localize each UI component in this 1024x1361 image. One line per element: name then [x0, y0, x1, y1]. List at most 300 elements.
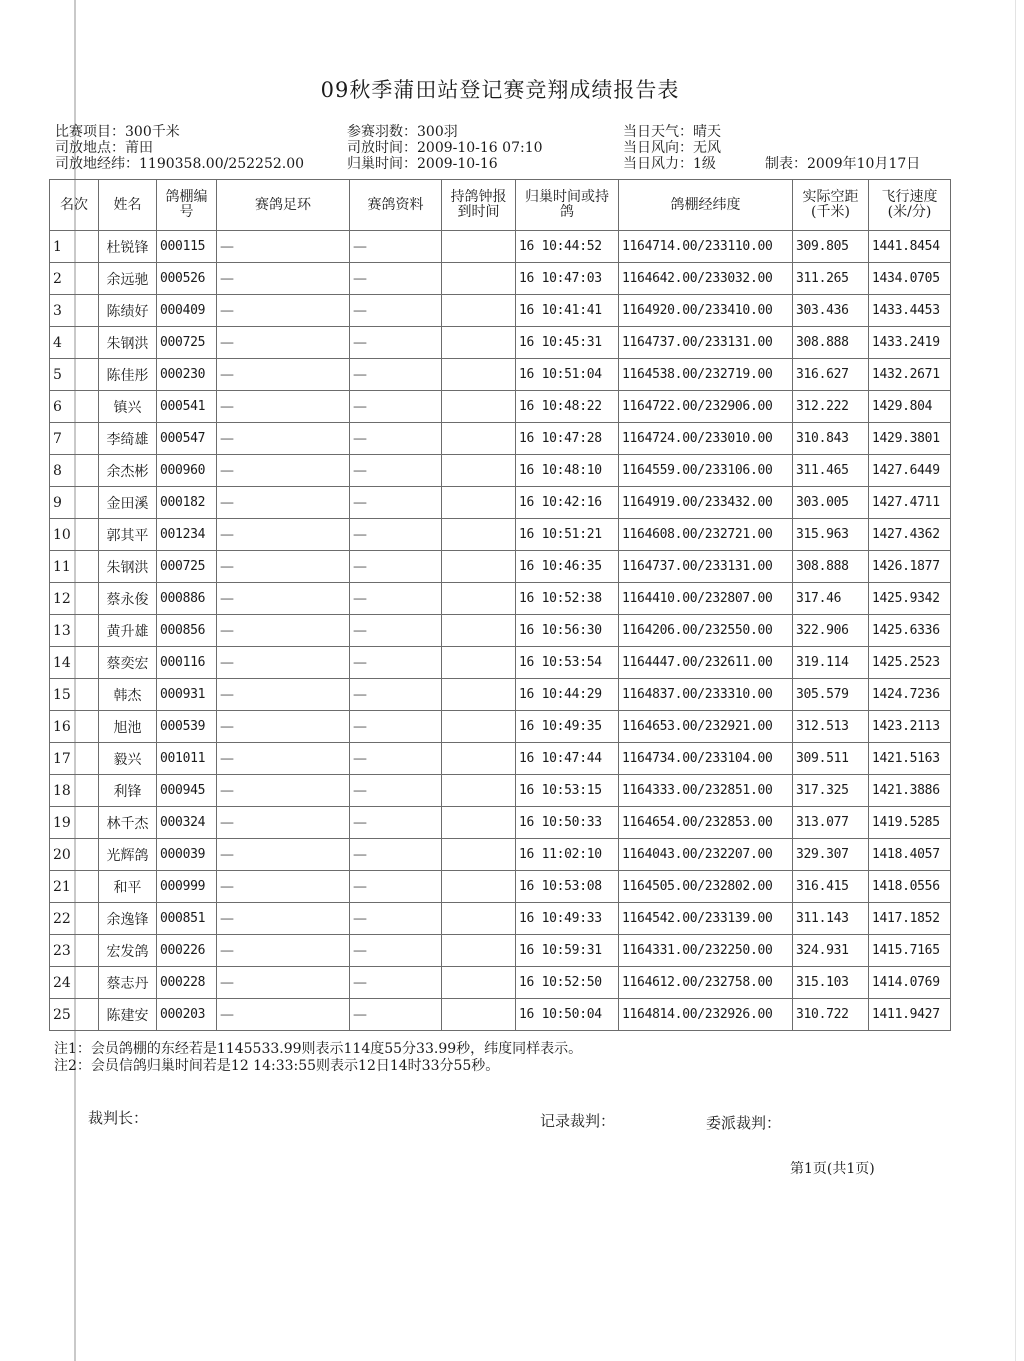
meta-release-location: 司放地点：莆田 — [55, 140, 153, 156]
cell-name: 蔡志丹 — [99, 967, 157, 999]
cell-rank: 10 — [50, 519, 99, 551]
page-number: 第1页(共1页) — [790, 1161, 875, 1177]
cell-pigeon-info: — — [350, 903, 442, 935]
cell-clock-time — [442, 967, 516, 999]
cell-arrival-time: 16 10:44:52 — [516, 231, 619, 263]
cell-ring: — — [217, 711, 350, 743]
cell-rank: 22 — [50, 903, 99, 935]
results-table-container — [49, 179, 950, 1031]
cell-loft-number: 000547 — [157, 423, 217, 455]
meta-weather: 当日天气：晴天 — [623, 124, 721, 140]
cell-pigeon-info: — — [350, 519, 442, 551]
cell-loft-number: 000226 — [157, 935, 217, 967]
cell-loft-number: 000960 — [157, 455, 217, 487]
meta-entries: 参赛羽数：300羽 — [347, 124, 458, 140]
cell-name: 宏发鸽 — [99, 935, 157, 967]
cell-clock-time — [442, 583, 516, 615]
cell-pigeon-info: — — [350, 967, 442, 999]
chief-judge-label: 裁判长： — [88, 1109, 149, 1127]
cell-name: 和平 — [99, 871, 157, 903]
cell-distance: 311.143 — [793, 903, 869, 935]
table-row — [50, 807, 951, 839]
meta-wind-force: 当日风力：1级 — [623, 156, 716, 172]
cell-distance: 312.513 — [793, 711, 869, 743]
cell-arrival-time: 16 11:02:10 — [516, 839, 619, 871]
delegate-judge-label: 委派裁判： — [706, 1114, 782, 1132]
cell-rank: 2 — [50, 263, 99, 295]
cell-clock-time — [442, 775, 516, 807]
cell-clock-time — [442, 391, 516, 423]
cell-loft-number: 000409 — [157, 295, 217, 327]
cell-coords: 1164737.00/233131.00 — [619, 327, 793, 359]
table-row — [50, 775, 951, 807]
cell-name: 蔡永俊 — [99, 583, 157, 615]
cell-pigeon-info: — — [350, 935, 442, 967]
cell-loft-number: 000999 — [157, 871, 217, 903]
header-rank: 名次 — [50, 180, 99, 231]
cell-rank: 11 — [50, 551, 99, 583]
cell-arrival-time: 16 10:50:04 — [516, 999, 619, 1031]
cell-name: 余杰彬 — [99, 455, 157, 487]
cell-speed: 1441.8454 — [869, 231, 951, 263]
cell-rank: 5 — [50, 359, 99, 391]
cell-clock-time — [442, 519, 516, 551]
cell-pigeon-info: — — [350, 359, 442, 391]
cell-coords: 1164737.00/233131.00 — [619, 551, 793, 583]
table-row — [50, 871, 951, 903]
cell-pigeon-info: — — [350, 647, 442, 679]
cell-coords: 1164043.00/232207.00 — [619, 839, 793, 871]
cell-ring: — — [217, 263, 350, 295]
cell-clock-time — [442, 327, 516, 359]
cell-arrival-time: 16 10:53:54 — [516, 647, 619, 679]
cell-pigeon-info: — — [350, 263, 442, 295]
cell-coords: 1164447.00/232611.00 — [619, 647, 793, 679]
cell-pigeon-info: — — [350, 839, 442, 871]
cell-speed: 1425.6336 — [869, 615, 951, 647]
cell-clock-time — [442, 711, 516, 743]
cell-rank: 21 — [50, 871, 99, 903]
cell-name: 朱钢洪 — [99, 327, 157, 359]
cell-pigeon-info: — — [350, 583, 442, 615]
cell-distance: 312.222 — [793, 391, 869, 423]
cell-clock-time — [442, 231, 516, 263]
table-row — [50, 359, 951, 391]
cell-coords: 1164206.00/232550.00 — [619, 615, 793, 647]
cell-name: 林千杰 — [99, 807, 157, 839]
cell-loft-number: 000541 — [157, 391, 217, 423]
cell-clock-time — [442, 743, 516, 775]
cell-loft-number: 000886 — [157, 583, 217, 615]
cell-ring: — — [217, 679, 350, 711]
cell-arrival-time: 16 10:49:33 — [516, 903, 619, 935]
cell-pigeon-info: — — [350, 743, 442, 775]
cell-name: 杜锐锋 — [99, 231, 157, 263]
cell-clock-time — [442, 903, 516, 935]
cell-rank: 23 — [50, 935, 99, 967]
cell-coords: 1164331.00/232250.00 — [619, 935, 793, 967]
cell-clock-time — [442, 935, 516, 967]
cell-arrival-time: 16 10:45:31 — [516, 327, 619, 359]
cell-speed: 1427.4711 — [869, 487, 951, 519]
cell-speed: 1415.7165 — [869, 935, 951, 967]
cell-arrival-time: 16 10:48:10 — [516, 455, 619, 487]
header-ring: 赛鸽足环 — [217, 180, 350, 231]
cell-ring: — — [217, 935, 350, 967]
cell-arrival-time: 16 10:48:22 — [516, 391, 619, 423]
cell-clock-time — [442, 455, 516, 487]
cell-distance: 305.579 — [793, 679, 869, 711]
cell-rank: 12 — [50, 583, 99, 615]
cell-ring: — — [217, 551, 350, 583]
note-2: 注2：会员信鸽归巢时间若是12 14:33:55则表示12日14时33分55秒。 — [54, 1058, 500, 1074]
cell-distance: 309.511 — [793, 743, 869, 775]
cell-rank: 6 — [50, 391, 99, 423]
cell-coords: 1164724.00/233010.00 — [619, 423, 793, 455]
cell-pigeon-info: — — [350, 679, 442, 711]
cell-clock-time — [442, 839, 516, 871]
cell-distance: 303.005 — [793, 487, 869, 519]
table-row — [50, 455, 951, 487]
cell-distance: 317.325 — [793, 775, 869, 807]
cell-ring: — — [217, 391, 350, 423]
cell-coords: 1164814.00/232926.00 — [619, 999, 793, 1031]
table-row — [50, 295, 951, 327]
cell-ring: — — [217, 327, 350, 359]
cell-speed: 1427.4362 — [869, 519, 951, 551]
cell-rank: 14 — [50, 647, 99, 679]
cell-loft-number: 000182 — [157, 487, 217, 519]
cell-rank: 25 — [50, 999, 99, 1031]
header-arrival-time: 归巢时间或持鸽 — [516, 180, 619, 231]
cell-pigeon-info: — — [350, 455, 442, 487]
cell-loft-number: 000039 — [157, 839, 217, 871]
cell-distance: 322.906 — [793, 615, 869, 647]
table-row — [50, 263, 951, 295]
cell-coords: 1164722.00/232906.00 — [619, 391, 793, 423]
cell-arrival-time: 16 10:47:28 — [516, 423, 619, 455]
table-header-row — [50, 180, 951, 231]
table-row — [50, 935, 951, 967]
cell-coords: 1164642.00/233032.00 — [619, 263, 793, 295]
cell-rank: 3 — [50, 295, 99, 327]
cell-coords: 1164837.00/233310.00 — [619, 679, 793, 711]
cell-loft-number: 000856 — [157, 615, 217, 647]
cell-arrival-time: 16 10:46:35 — [516, 551, 619, 583]
cell-pigeon-info: — — [350, 327, 442, 359]
cell-pigeon-info: — — [350, 999, 442, 1031]
cell-loft-number: 000931 — [157, 679, 217, 711]
table-row — [50, 967, 951, 999]
table-row — [50, 391, 951, 423]
results-table — [49, 179, 951, 1031]
cell-distance: 303.436 — [793, 295, 869, 327]
cell-name: 郭其平 — [99, 519, 157, 551]
cell-distance: 315.963 — [793, 519, 869, 551]
cell-rank: 4 — [50, 327, 99, 359]
cell-loft-number: 000115 — [157, 231, 217, 263]
cell-name: 黄升雄 — [99, 615, 157, 647]
cell-clock-time — [442, 999, 516, 1031]
header-distance: 实际空距(千米) — [793, 180, 869, 231]
cell-pigeon-info: — — [350, 775, 442, 807]
cell-pigeon-info: — — [350, 231, 442, 263]
meta-release-coords: 司放地经纬：1190358.00/252252.00 — [55, 156, 305, 172]
table-row — [50, 583, 951, 615]
cell-pigeon-info: — — [350, 711, 442, 743]
cell-clock-time — [442, 807, 516, 839]
cell-ring: — — [217, 647, 350, 679]
table-row — [50, 487, 951, 519]
table-row — [50, 999, 951, 1031]
cell-clock-time — [442, 551, 516, 583]
cell-ring: — — [217, 231, 350, 263]
results-body — [50, 231, 951, 1031]
cell-name: 李绮雄 — [99, 423, 157, 455]
recorder-judge-label: 记录裁判： — [540, 1112, 616, 1130]
cell-arrival-time: 16 10:53:08 — [516, 871, 619, 903]
cell-speed: 1421.3886 — [869, 775, 951, 807]
cell-coords: 1164559.00/233106.00 — [619, 455, 793, 487]
cell-speed: 1417.1852 — [869, 903, 951, 935]
table-row — [50, 743, 951, 775]
cell-coords: 1164920.00/233410.00 — [619, 295, 793, 327]
cell-speed: 1421.5163 — [869, 743, 951, 775]
cell-pigeon-info: — — [350, 487, 442, 519]
cell-distance: 309.805 — [793, 231, 869, 263]
cell-distance: 310.722 — [793, 999, 869, 1031]
cell-name: 陈建安 — [99, 999, 157, 1031]
cell-clock-time — [442, 647, 516, 679]
cell-name: 余远驰 — [99, 263, 157, 295]
table-row — [50, 903, 951, 935]
cell-pigeon-info: — — [350, 551, 442, 583]
cell-loft-number: 000945 — [157, 775, 217, 807]
cell-coords: 1164538.00/232719.00 — [619, 359, 793, 391]
cell-distance: 310.843 — [793, 423, 869, 455]
cell-name: 陈绩好 — [99, 295, 157, 327]
cell-clock-time — [442, 871, 516, 903]
header-name: 姓名 — [99, 180, 157, 231]
cell-arrival-time: 16 10:47:44 — [516, 743, 619, 775]
table-row — [50, 327, 951, 359]
cell-distance: 324.931 — [793, 935, 869, 967]
cell-arrival-time: 16 10:50:33 — [516, 807, 619, 839]
cell-coords: 1164608.00/232721.00 — [619, 519, 793, 551]
cell-pigeon-info: — — [350, 295, 442, 327]
cell-name: 毅兴 — [99, 743, 157, 775]
cell-clock-time — [442, 295, 516, 327]
table-row — [50, 647, 951, 679]
cell-distance: 317.46 — [793, 583, 869, 615]
cell-name: 金田溪 — [99, 487, 157, 519]
cell-loft-number: 000324 — [157, 807, 217, 839]
cell-distance: 316.415 — [793, 871, 869, 903]
cell-ring: — — [217, 999, 350, 1031]
cell-speed: 1419.5285 — [869, 807, 951, 839]
cell-arrival-time: 16 10:44:29 — [516, 679, 619, 711]
cell-name: 旭池 — [99, 711, 157, 743]
cell-ring: — — [217, 775, 350, 807]
cell-ring: — — [217, 455, 350, 487]
meta-column-2 — [347, 124, 543, 172]
cell-arrival-time: 16 10:51:21 — [516, 519, 619, 551]
cell-coords: 1164654.00/232853.00 — [619, 807, 793, 839]
cell-rank: 13 — [50, 615, 99, 647]
meta-column-1 — [55, 124, 304, 172]
cell-coords: 1164653.00/232921.00 — [619, 711, 793, 743]
meta-return-time: 归巢时间：2009-10-16 — [347, 156, 498, 172]
cell-distance: 329.307 — [793, 839, 869, 871]
notes — [54, 1041, 582, 1075]
cell-loft-number: 001234 — [157, 519, 217, 551]
header-clock-time: 持鸽钟报到时间 — [442, 180, 516, 231]
cell-distance: 311.465 — [793, 455, 869, 487]
cell-arrival-time: 16 10:59:31 — [516, 935, 619, 967]
cell-ring: — — [217, 807, 350, 839]
cell-clock-time — [442, 423, 516, 455]
cell-rank: 9 — [50, 487, 99, 519]
cell-speed: 1433.2419 — [869, 327, 951, 359]
cell-pigeon-info: — — [350, 807, 442, 839]
cell-loft-number: 001011 — [157, 743, 217, 775]
cell-name: 蔡奕宏 — [99, 647, 157, 679]
cell-speed: 1427.6449 — [869, 455, 951, 487]
header-speed: 飞行速度(米/分) — [869, 180, 951, 231]
table-row — [50, 679, 951, 711]
cell-coords: 1164542.00/233139.00 — [619, 903, 793, 935]
cell-rank: 16 — [50, 711, 99, 743]
cell-rank: 20 — [50, 839, 99, 871]
cell-coords: 1164714.00/233110.00 — [619, 231, 793, 263]
cell-arrival-time: 16 10:47:03 — [516, 263, 619, 295]
cell-name: 镇兴 — [99, 391, 157, 423]
cell-distance: 316.627 — [793, 359, 869, 391]
cell-name: 陈佳彤 — [99, 359, 157, 391]
cell-pigeon-info: — — [350, 391, 442, 423]
cell-loft-number: 000526 — [157, 263, 217, 295]
meta-wind-direction: 当日风向：无风 — [623, 140, 721, 156]
cell-rank: 24 — [50, 967, 99, 999]
cell-ring: — — [217, 583, 350, 615]
cell-loft-number: 000851 — [157, 903, 217, 935]
cell-speed: 1418.0556 — [869, 871, 951, 903]
cell-coords: 1164919.00/233432.00 — [619, 487, 793, 519]
cell-arrival-time: 16 10:52:50 — [516, 967, 619, 999]
meta-release-time: 司放时间：2009-10-16 07:10 — [347, 140, 543, 156]
cell-speed: 1423.2113 — [869, 711, 951, 743]
header-loft-number: 鸽棚编号 — [157, 180, 217, 231]
cell-rank: 7 — [50, 423, 99, 455]
cell-distance: 308.888 — [793, 551, 869, 583]
cell-speed: 1418.4057 — [869, 839, 951, 871]
cell-distance: 313.077 — [793, 807, 869, 839]
cell-rank: 1 — [50, 231, 99, 263]
cell-rank: 18 — [50, 775, 99, 807]
cell-rank: 8 — [50, 455, 99, 487]
cell-pigeon-info: — — [350, 423, 442, 455]
cell-clock-time — [442, 679, 516, 711]
cell-speed: 1429.804 — [869, 391, 951, 423]
cell-speed: 1425.9342 — [869, 583, 951, 615]
table-row — [50, 711, 951, 743]
cell-ring: — — [217, 839, 350, 871]
cell-arrival-time: 16 10:51:04 — [516, 359, 619, 391]
cell-distance: 311.265 — [793, 263, 869, 295]
meta-event: 比赛项目：300千米 — [55, 124, 180, 140]
cell-loft-number: 000116 — [157, 647, 217, 679]
cell-speed: 1432.2671 — [869, 359, 951, 391]
cell-ring: — — [217, 743, 350, 775]
cell-loft-number: 000725 — [157, 327, 217, 359]
cell-ring: — — [217, 967, 350, 999]
cell-arrival-time: 16 10:42:16 — [516, 487, 619, 519]
cell-pigeon-info: — — [350, 871, 442, 903]
table-row — [50, 423, 951, 455]
cell-loft-number: 000539 — [157, 711, 217, 743]
cell-coords: 1164333.00/232851.00 — [619, 775, 793, 807]
cell-coords: 1164734.00/233104.00 — [619, 743, 793, 775]
cell-name: 利锋 — [99, 775, 157, 807]
cell-distance: 315.103 — [793, 967, 869, 999]
header-pigeon-info: 赛鸽资料 — [350, 180, 442, 231]
report-title: 09秋季蒲田站登记赛竞翔成绩报告表 — [320, 78, 680, 102]
cell-arrival-time: 16 10:56:30 — [516, 615, 619, 647]
meta-made-date: 制表：2009年10月17日 — [765, 156, 921, 172]
cell-ring: — — [217, 487, 350, 519]
cell-name: 余逸锋 — [99, 903, 157, 935]
cell-coords: 1164410.00/232807.00 — [619, 583, 793, 615]
cell-speed: 1429.3801 — [869, 423, 951, 455]
scan-edge — [1015, 0, 1016, 1361]
cell-clock-time — [442, 487, 516, 519]
cell-distance: 319.114 — [793, 647, 869, 679]
cell-speed: 1434.0705 — [869, 263, 951, 295]
cell-ring: — — [217, 359, 350, 391]
note-1: 注1：会员鸽棚的东经若是1145533.99则表示114度55分33.99秒，纬度同样表示。 — [54, 1041, 583, 1057]
cell-speed: 1425.2523 — [869, 647, 951, 679]
cell-ring: — — [217, 615, 350, 647]
cell-name: 韩杰 — [99, 679, 157, 711]
cell-clock-time — [442, 359, 516, 391]
cell-ring: — — [217, 519, 350, 551]
table-row — [50, 551, 951, 583]
cell-arrival-time: 16 10:53:15 — [516, 775, 619, 807]
cell-speed: 1411.9427 — [869, 999, 951, 1031]
cell-loft-number: 000725 — [157, 551, 217, 583]
cell-speed: 1424.7236 — [869, 679, 951, 711]
cell-clock-time — [442, 263, 516, 295]
table-row — [50, 231, 951, 263]
cell-ring: — — [217, 295, 350, 327]
cell-ring: — — [217, 871, 350, 903]
cell-distance: 308.888 — [793, 327, 869, 359]
cell-loft-number: 000228 — [157, 967, 217, 999]
cell-clock-time — [442, 615, 516, 647]
cell-rank: 19 — [50, 807, 99, 839]
cell-arrival-time: 16 10:49:35 — [516, 711, 619, 743]
cell-speed: 1426.1877 — [869, 551, 951, 583]
cell-coords: 1164505.00/232802.00 — [619, 871, 793, 903]
cell-loft-number: 000203 — [157, 999, 217, 1031]
cell-speed: 1433.4453 — [869, 295, 951, 327]
cell-rank: 15 — [50, 679, 99, 711]
cell-pigeon-info: — — [350, 615, 442, 647]
cell-arrival-time: 16 10:52:38 — [516, 583, 619, 615]
cell-name: 朱钢洪 — [99, 551, 157, 583]
cell-coords: 1164612.00/232758.00 — [619, 967, 793, 999]
cell-speed: 1414.0769 — [869, 967, 951, 999]
